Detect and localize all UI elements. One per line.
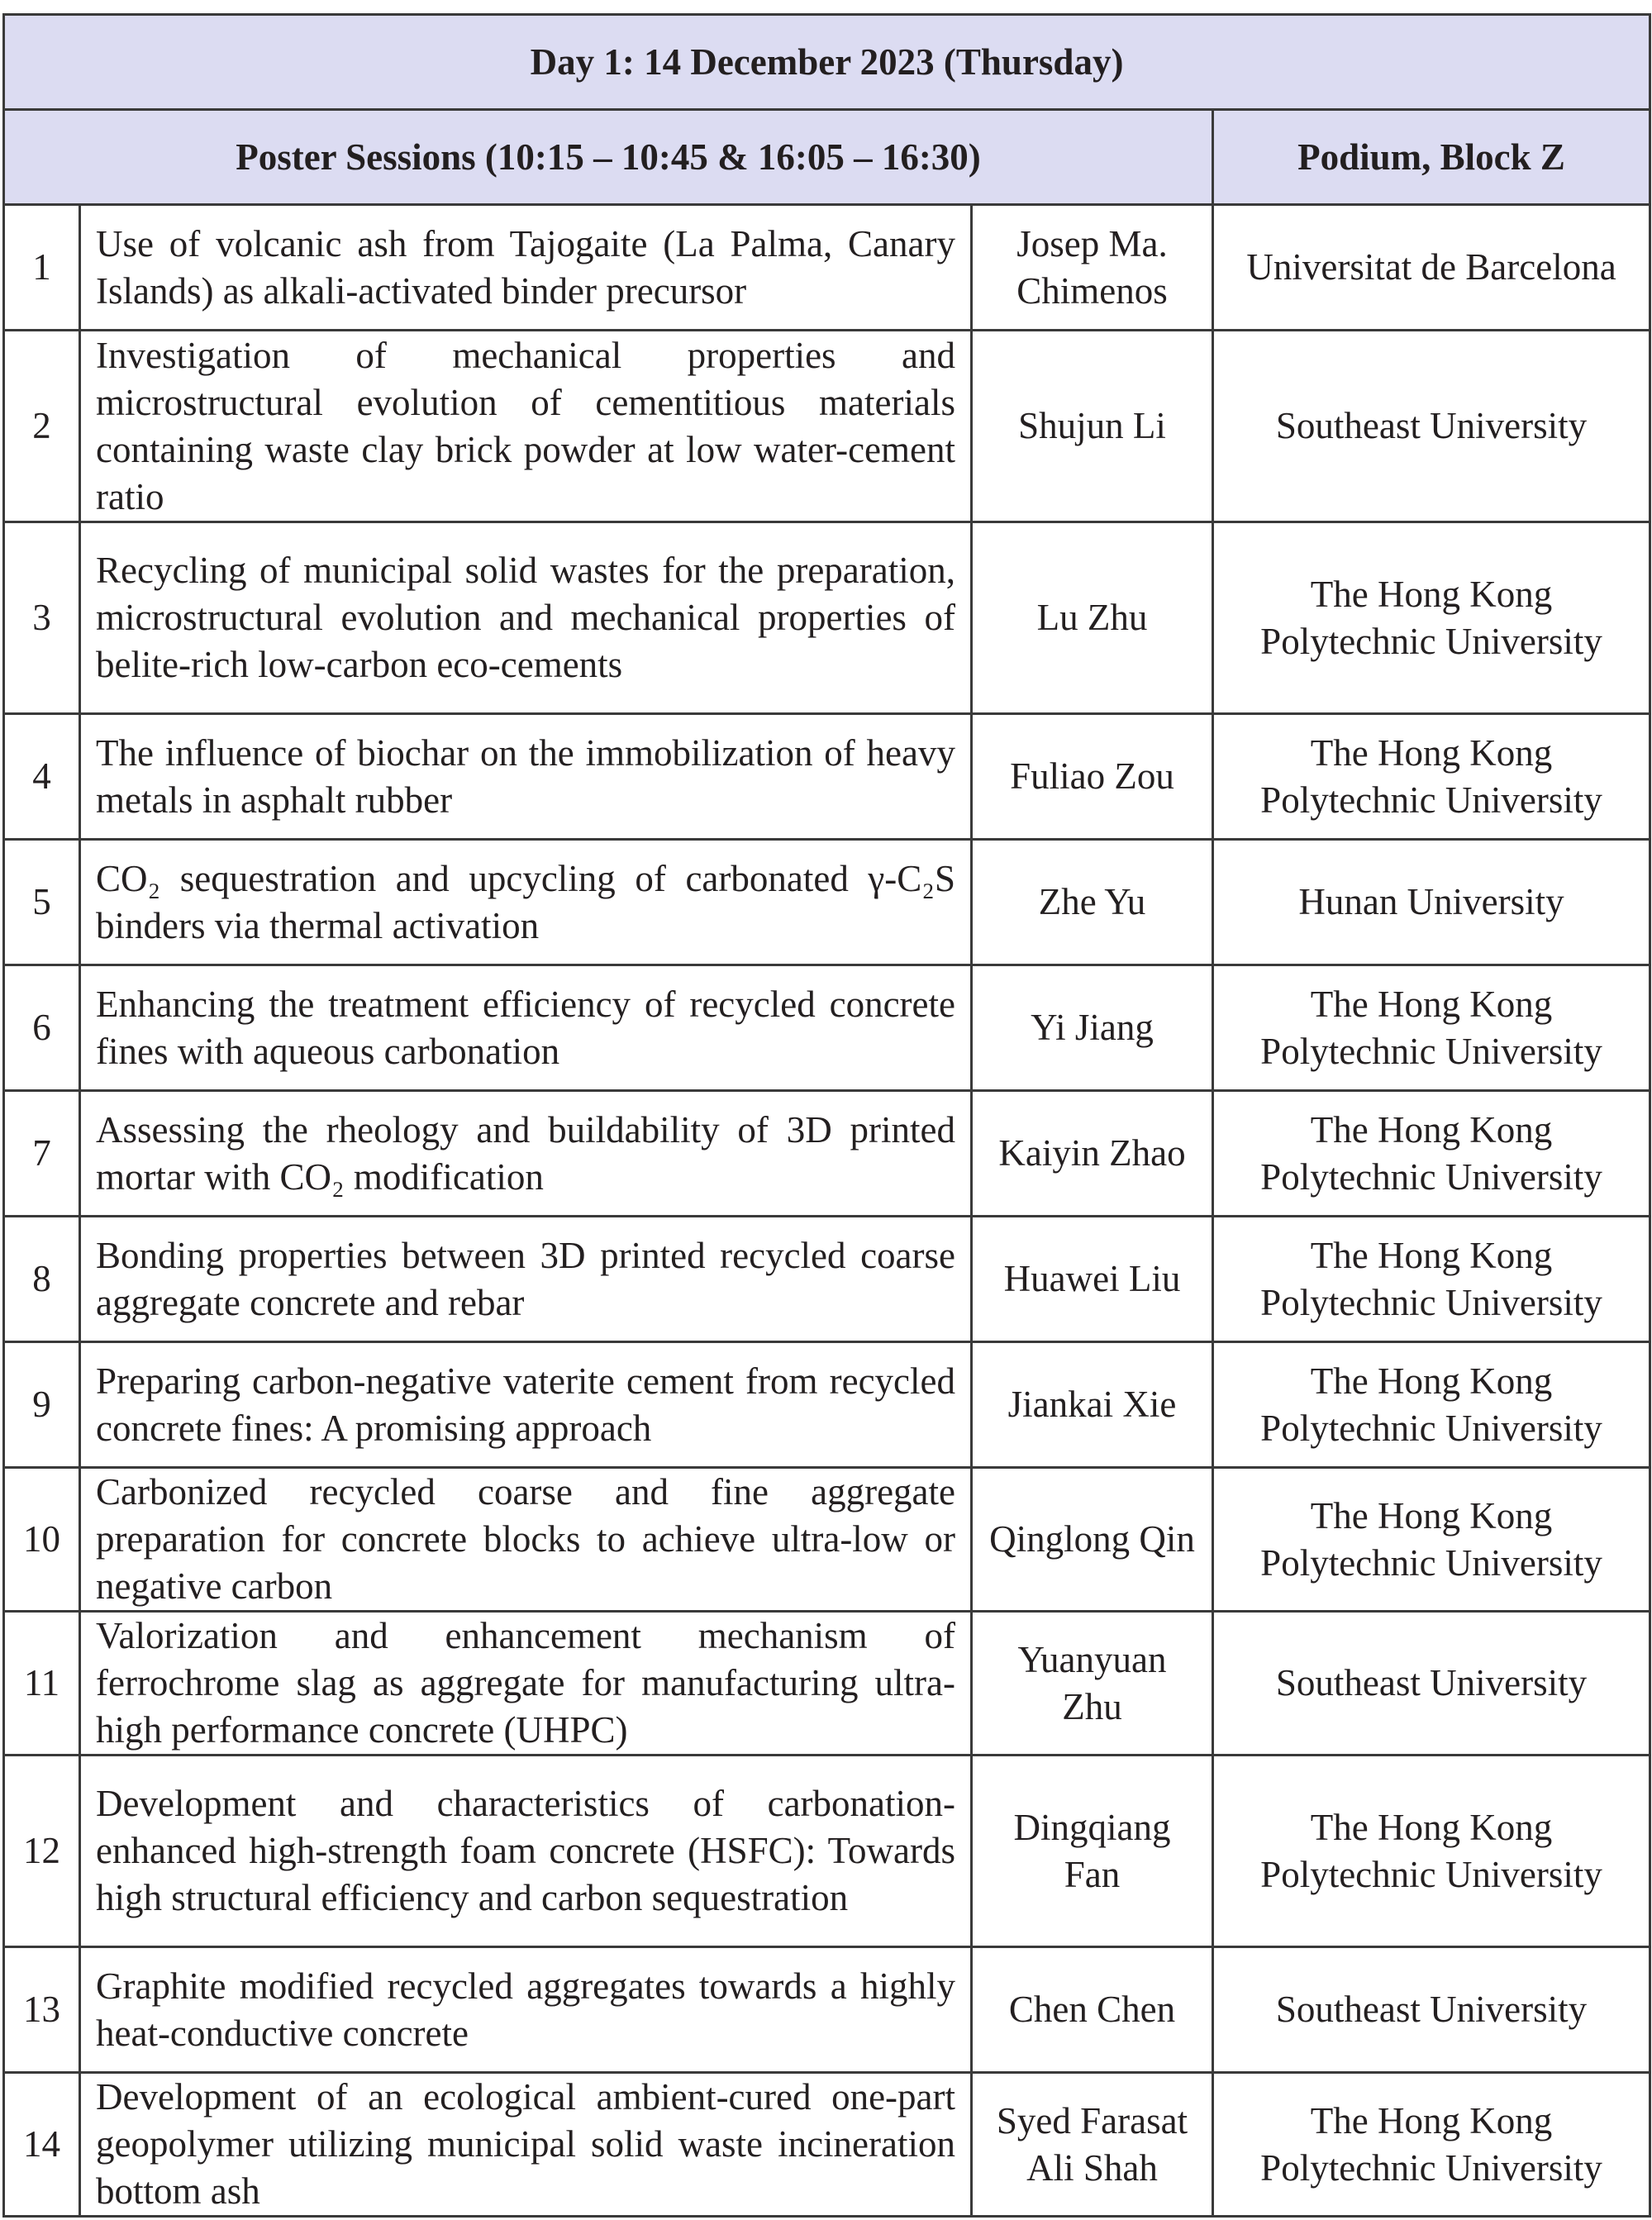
presenter-name: Yi Jiang (972, 965, 1213, 1091)
presenter-affiliation: The Hong Kong Polytechnic University (1213, 714, 1650, 840)
poster-title: CO₂ sequestration and upcycling of carbonated γ-C₂S binders via thermal activation (80, 840, 972, 965)
presenter-affiliation: Southeast University (1213, 1947, 1650, 2073)
schedule-table (2, 13, 1651, 2218)
poster-title: Development and characteristics of carbonation-enhanced high-strength foam concrete (HSFC): Towards high structural efficiency and carbon sequestration (80, 1756, 972, 1947)
day-header-row (4, 15, 1650, 110)
presenter-affiliation: Southeast University (1213, 331, 1650, 522)
presenter-affiliation: The Hong Kong Polytechnic University (1213, 522, 1650, 714)
presenter-name: Shujun Li (972, 331, 1213, 522)
row-number: 12 (4, 1756, 80, 1947)
poster-title: Development of an ecological ambient-cured one-part geopolymer utilizing municipal solid waste incineration bottom ash (80, 2073, 972, 2217)
presenter-affiliation: The Hong Kong Polytechnic University (1213, 965, 1650, 1091)
poster-title: Use of volcanic ash from Tajogaite (La Palma, Canary Islands) as alkali-activated binder precursor (80, 205, 972, 331)
presenter-affiliation: The Hong Kong Polytechnic University (1213, 1468, 1650, 1612)
presenter-affiliation: Hunan University (1213, 840, 1650, 965)
table-row (4, 1217, 1650, 1342)
presenter-name: Fuliao Zou (972, 714, 1213, 840)
table-row (4, 1091, 1650, 1217)
row-number: 4 (4, 714, 80, 840)
table-row (4, 840, 1650, 965)
table-row (4, 1756, 1650, 1947)
row-number: 2 (4, 331, 80, 522)
presenter-name: Yuanyuan Zhu (972, 1612, 1213, 1756)
presenter-name: Josep Ma. Chimenos (972, 205, 1213, 331)
row-number: 3 (4, 522, 80, 714)
row-number: 10 (4, 1468, 80, 1612)
presenter-affiliation: The Hong Kong Polytechnic University (1213, 2073, 1650, 2217)
table-row (4, 1612, 1650, 1756)
row-number: 7 (4, 1091, 80, 1217)
poster-title: Preparing carbon-negative vaterite cement from recycled concrete fines: A promising approach (80, 1342, 972, 1468)
row-number: 11 (4, 1612, 80, 1756)
poster-title: The influence of biochar on the immobilization of heavy metals in asphalt rubber (80, 714, 972, 840)
table-row (4, 522, 1650, 714)
poster-title: Enhancing the treatment efficiency of recycled concrete fines with aqueous carbonation (80, 965, 972, 1091)
venue-header: Podium, Block Z (1213, 110, 1650, 205)
row-number: 5 (4, 840, 80, 965)
row-number: 8 (4, 1217, 80, 1342)
presenter-affiliation: The Hong Kong Polytechnic University (1213, 1756, 1650, 1947)
row-number: 9 (4, 1342, 80, 1468)
poster-title: Graphite modified recycled aggregates towards a highly heat-conductive concrete (80, 1947, 972, 2073)
table-row (4, 2073, 1650, 2217)
presenter-name: Jiankai Xie (972, 1342, 1213, 1468)
presenter-affiliation: Universitat de Barcelona (1213, 205, 1650, 331)
poster-title: Valorization and enhancement mechanism of ferrochrome slag as aggregate for manufacturing ultra-high performance concrete (UHPC) (80, 1612, 972, 1756)
row-number: 13 (4, 1947, 80, 2073)
presenter-affiliation: The Hong Kong Polytechnic University (1213, 1091, 1650, 1217)
presenter-name: Zhe Yu (972, 840, 1213, 965)
presenter-name: Dingqiang Fan (972, 1756, 1213, 1947)
row-number: 1 (4, 205, 80, 331)
table-row (4, 331, 1650, 522)
presenter-name: Chen Chen (972, 1947, 1213, 2073)
table-row (4, 1342, 1650, 1468)
presenter-affiliation: The Hong Kong Polytechnic University (1213, 1217, 1650, 1342)
table-row (4, 1468, 1650, 1612)
poster-title: Carbonized recycled coarse and fine aggregate preparation for concrete blocks to achieve ultra-low or negative carbon (80, 1468, 972, 1612)
presenter-name: Huawei Liu (972, 1217, 1213, 1342)
presenter-name: Qinglong Qin (972, 1468, 1213, 1612)
table-row (4, 205, 1650, 331)
presenter-name: Lu Zhu (972, 522, 1213, 714)
presenter-name: Kaiyin Zhao (972, 1091, 1213, 1217)
poster-title: Investigation of mechanical properties and microstructural evolution of cementitious materials containing waste clay brick powder at low water-cement ratio (80, 331, 972, 522)
table-row (4, 714, 1650, 840)
row-number: 14 (4, 2073, 80, 2217)
poster-title: Recycling of municipal solid wastes for the preparation, microstructural evolution and mechanical properties of belite-rich low-carbon eco-cements (80, 522, 972, 714)
table-row (4, 1947, 1650, 2073)
table-row (4, 965, 1650, 1091)
day-header: Day 1: 14 December 2023 (Thursday) (4, 15, 1650, 110)
poster-title: Assessing the rheology and buildability of 3D printed mortar with CO₂ modification (80, 1091, 972, 1217)
presenter-name: Syed Farasat Ali Shah (972, 2073, 1213, 2217)
row-number: 6 (4, 965, 80, 1091)
presenter-affiliation: Southeast University (1213, 1612, 1650, 1756)
poster-title: Bonding properties between 3D printed recycled coarse aggregate concrete and rebar (80, 1217, 972, 1342)
session-header: Poster Sessions (10:15 – 10:45 & 16:05 – 16:30) (4, 110, 1213, 205)
session-header-row (4, 110, 1650, 205)
presenter-affiliation: The Hong Kong Polytechnic University (1213, 1342, 1650, 1468)
